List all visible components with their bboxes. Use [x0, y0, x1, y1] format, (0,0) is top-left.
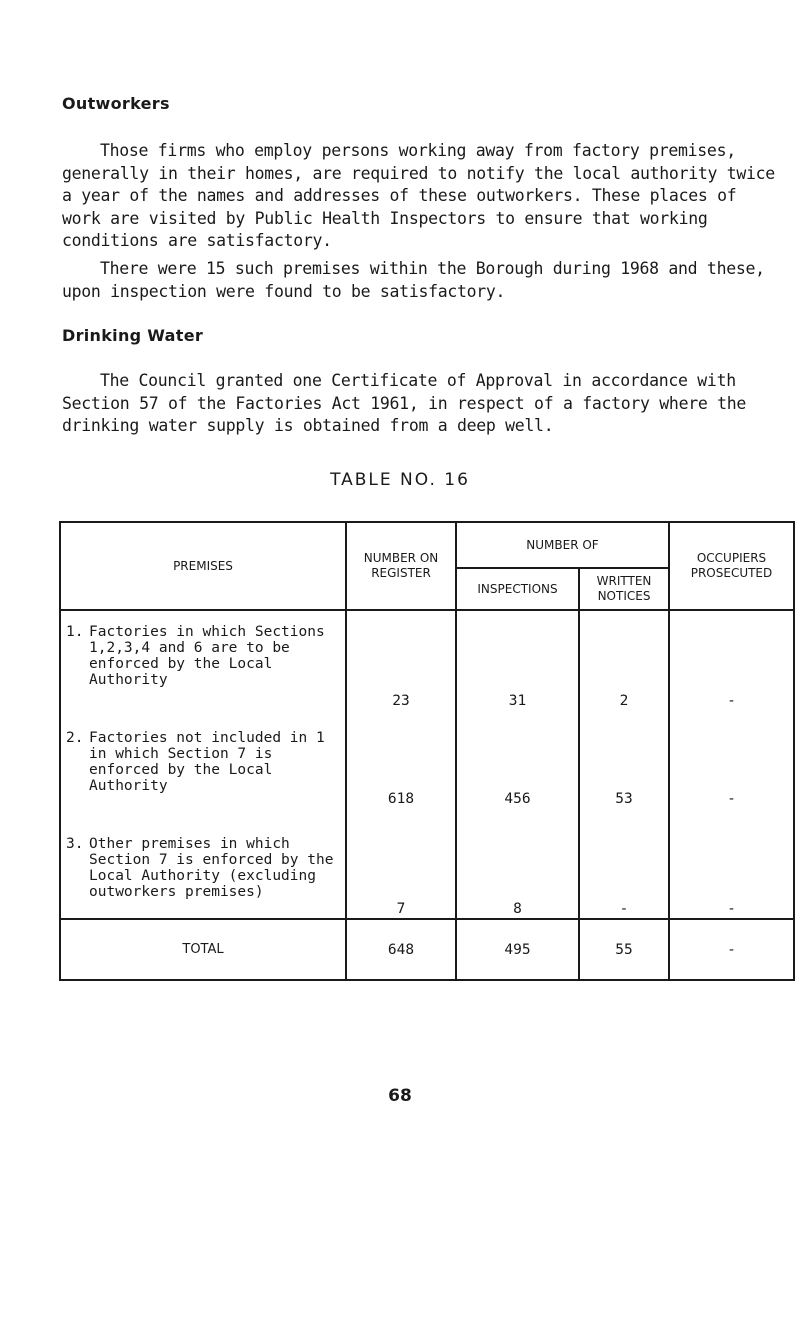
notices-value: -: [619, 901, 629, 917]
total-notices: 55: [579, 919, 669, 980]
header-number-on-register: NUMBER ON REGISTER: [346, 522, 456, 610]
notices-column: [579, 610, 669, 919]
total-prosecuted: -: [669, 919, 794, 980]
premise-number: 2.: [66, 730, 84, 746]
header-occupiers-prosecuted: OCCUPIERS PROSECUTED: [669, 522, 794, 610]
table-header-row: [60, 522, 794, 568]
outworkers-paragraph-1: Those firms who employ persons working away from factory premises, generally in their homes, are required to notify the local authority twice a year of the names and addresses of these outworkers. These places of work are visited by Public Health Inspectors to ensure that working conditions are satisfactory.: [62, 141, 775, 250]
prosecuted-value: -: [727, 693, 736, 709]
outworkers-paragraph-2: There were 15 such premises within the Borough during 1968 and these, upon inspection were found to be satisfactory.: [62, 259, 765, 301]
table-total-row: [60, 919, 794, 980]
page-number: 68: [388, 1086, 412, 1106]
premises-column: [60, 610, 346, 919]
premise-item-3: [61, 836, 339, 900]
total-inspections: 495: [456, 919, 579, 980]
inspections-value: 31: [508, 693, 527, 709]
notices-value: 53: [615, 791, 633, 807]
register-value: 23: [392, 693, 410, 709]
header-inspections: INSPECTIONS: [456, 568, 579, 610]
header-premises: PREMISES: [60, 522, 346, 610]
premise-description: Factories not included in 1 in which Section 7 is enforced by the Local Authority: [89, 730, 325, 794]
prosecuted-value: -: [727, 901, 736, 917]
premise-item-1: [61, 624, 339, 688]
total-label: TOTAL: [60, 919, 346, 980]
inspections-value: 456: [504, 791, 531, 807]
premise-item-2: [61, 730, 339, 794]
table-body-row: [60, 610, 794, 919]
premise-description: Factories in which Sections 1,2,3,4 and 6 are to be enforced by the Local Authority: [89, 624, 325, 688]
premise-number: 3.: [66, 836, 84, 852]
prosecuted-value: -: [727, 791, 736, 807]
register-value: 618: [387, 791, 415, 807]
premise-description: Other premises in which Section 7 is enforced by the Local Authority (excluding outworkers premises): [89, 836, 334, 900]
drinking-water-paragraph: The Council granted one Certificate of Approval in accordance with Section 57 of the Factories Act 1961, in respect of a factory where the drinking water supply is obtained from a deep well.: [62, 371, 747, 435]
section-heading-drinking-water: Drinking Water: [62, 326, 204, 345]
table-title: TABLE NO. 16: [330, 470, 470, 490]
notices-value: 2: [619, 693, 629, 709]
header-number-of: NUMBER OF: [456, 522, 669, 568]
section-heading-outworkers: Outworkers: [62, 94, 170, 113]
premises-table: [59, 521, 795, 981]
prosecuted-column: [669, 610, 794, 919]
register-value: 7: [396, 901, 406, 917]
total-register: 648: [346, 919, 456, 980]
premise-number: 1.: [66, 624, 84, 640]
header-written-notices: WRITTEN NOTICES: [579, 568, 669, 610]
inspections-value: 8: [513, 901, 522, 917]
register-column: [346, 610, 456, 919]
inspections-column: [456, 610, 579, 919]
